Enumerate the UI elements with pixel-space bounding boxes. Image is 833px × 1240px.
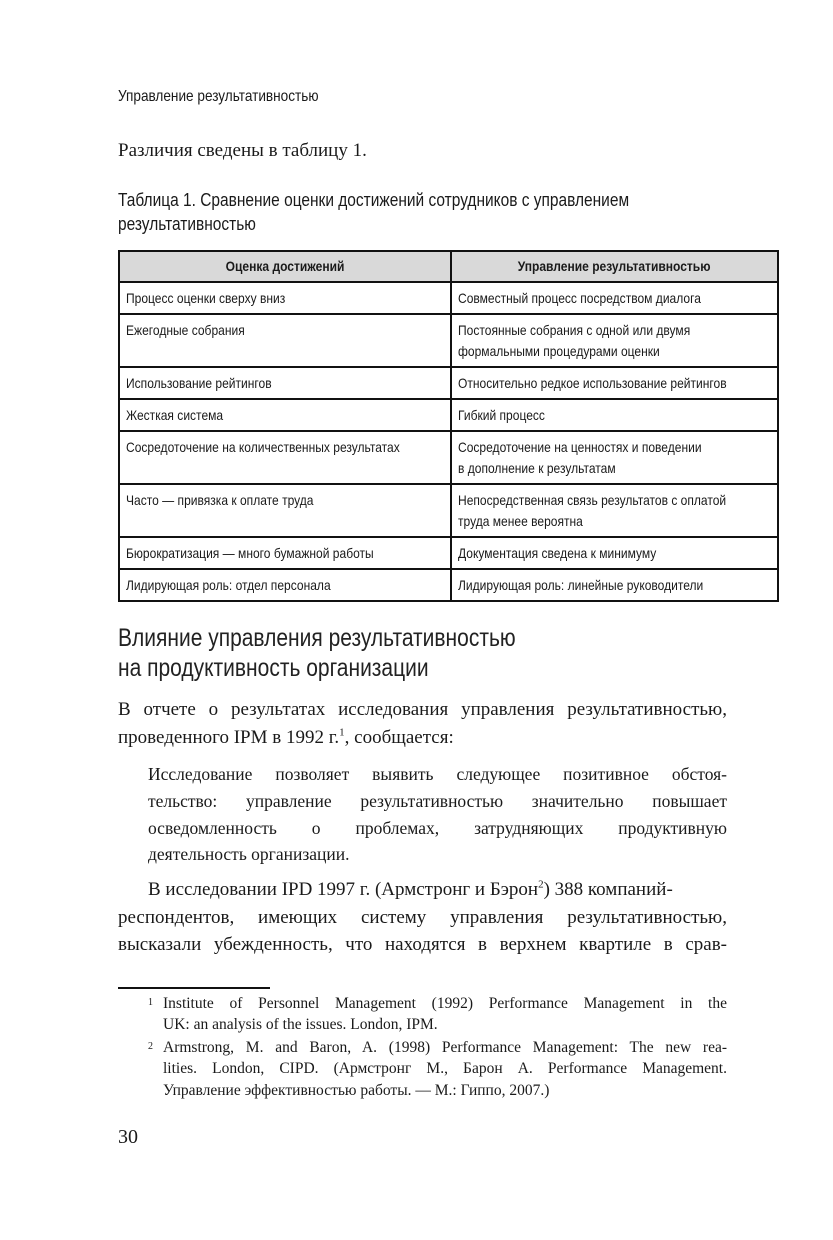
- footnote-2-line: lities. London, CIPD. (Армстронг М., Барон А. Performance Management.: [163, 1060, 727, 1077]
- quote-line: Исследование позволяет выявить следующее позитивное обстоя-: [148, 764, 727, 784]
- cell-appraisal: Процесс оценки сверху вниз: [119, 282, 451, 314]
- cell-appraisal: Сосредоточение на количественных результатах: [119, 431, 451, 484]
- table-row: [119, 569, 778, 601]
- cell-appraisal: Использование рейтингов: [119, 367, 451, 399]
- column-header: Оценка достижений: [119, 251, 451, 282]
- table-caption-line-1: [118, 190, 712, 211]
- cell-performance-management: Постоянные собрания с одной или двумя формальными процедурами оценки: [451, 314, 777, 367]
- quote-line: деятельность организации.: [148, 844, 350, 864]
- table-row: [119, 537, 778, 569]
- cell-appraisal: Бюрократизация — много бумажной работы: [119, 537, 451, 569]
- quote-line: тельство: управление результативностью значительно повышает: [148, 791, 727, 811]
- cell-performance-management: Гибкий процесс: [451, 399, 777, 431]
- comparison-table: [118, 250, 779, 602]
- section-heading-line-2: [118, 654, 488, 683]
- footnote-ref[interactable]: 1: [339, 726, 345, 739]
- cell-appraisal: Часто — привязка к оплате труда: [119, 484, 451, 537]
- footnote-divider: [118, 987, 270, 989]
- footnote-2-line: Управление эффективностью работы. — М.: Гиппо, 2007.): [163, 1082, 550, 1099]
- footnote-1-line: UK: an analysis of the issues. London, IPM.: [163, 1016, 438, 1033]
- table-row: [119, 484, 778, 537]
- table-row: [119, 431, 778, 484]
- table-header-row: [119, 251, 778, 282]
- footnote-number: 2: [148, 1041, 153, 1052]
- footnote-2-line: Armstrong, M. and Baron, A. (1998) Performance Management: The new rea-: [163, 1039, 727, 1056]
- intro-text: Различия сведены в таблицу 1.: [118, 140, 367, 161]
- quote-line: осведомленность о проблемах, затрудняющих продуктивную: [148, 818, 727, 838]
- paragraph-2-line-3: высказали убежденность, что находятся в верхнем квартиле в срав-: [118, 934, 727, 955]
- cell-performance-management: Совместный процесс посредством диалога: [451, 282, 777, 314]
- caption-text: Таблица 1. Сравнение оценки достижений сотрудников с управлением: [118, 190, 630, 210]
- running-head-text: Управление результативностью: [118, 88, 319, 105]
- footnote-ref[interactable]: 2: [538, 878, 544, 891]
- table-row: [119, 314, 778, 367]
- cell-appraisal: Лидирующая роль: отдел персонала: [119, 569, 451, 601]
- paragraph-1-line-2: проведенного IPM в 1992 г.$^1$, сообщается:: [118, 726, 454, 748]
- cell-appraisal: Жесткая система: [119, 399, 451, 431]
- cell-appraisal: Ежегодные собрания: [119, 314, 451, 367]
- cell-performance-management: Документация сведена к минимуму: [451, 537, 777, 569]
- page-number: 30: [118, 1126, 138, 1148]
- column-header: Управление результативностью: [451, 251, 777, 282]
- table-row: [119, 367, 778, 399]
- running-head: [118, 88, 354, 106]
- section-heading-line-1: [118, 624, 591, 653]
- table-row: [119, 282, 778, 314]
- table-row: [119, 399, 778, 431]
- cell-performance-management: Лидирующая роль: линейные руководители: [451, 569, 777, 601]
- cell-performance-management: Сосредоточение на ценностях и поведении в дополнение к результатам: [451, 431, 777, 484]
- footnote-number: 1: [148, 997, 153, 1008]
- cell-performance-management: Непосредственная связь результатов с оплатой труда менее вероятна: [451, 484, 777, 537]
- cell-performance-management: Относительно редкое использование рейтингов: [451, 367, 777, 399]
- table-caption-line-2: [118, 214, 278, 235]
- footnote-1-line: Institute of Personnel Management (1992) Performance Management in the: [163, 995, 727, 1012]
- paragraph-2-line-1: В исследовании IPD 1997 г. (Армстронг и Бэрон$^2$) 388 компаний-: [148, 878, 673, 900]
- paragraph-2-line-2: респондентов, имеющих систему управления результативностью,: [118, 907, 727, 928]
- heading-text: Влияние управления результативностью: [118, 624, 516, 652]
- caption-text: результативностью: [118, 214, 256, 234]
- paragraph-1-line-1: В отчете о результатах исследования управления результативностью,: [118, 699, 727, 720]
- heading-text: на продуктивность организации: [118, 654, 429, 682]
